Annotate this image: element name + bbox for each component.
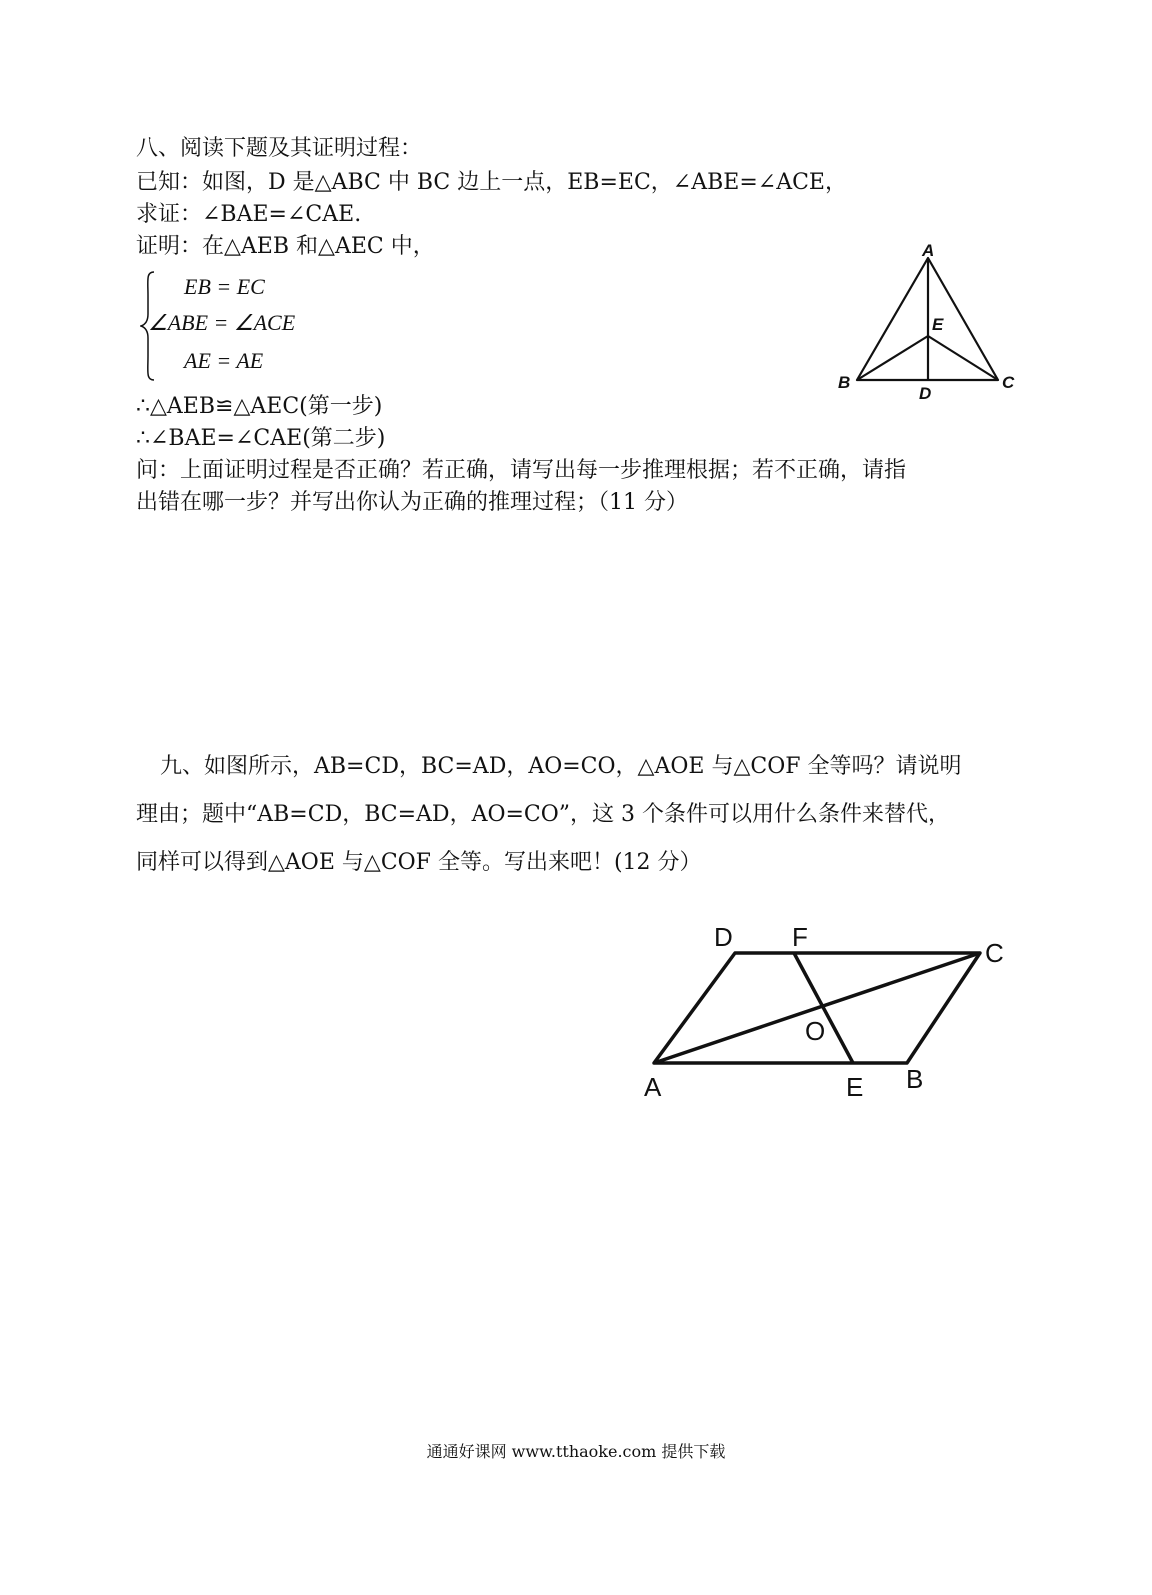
footer: 通通好课网 www.tthaoke.com 提供下载	[426, 1442, 726, 1461]
q8-step2: ∴∠BAE=∠CAE(第二步)	[136, 426, 386, 451]
equation-system	[140, 270, 370, 382]
label-f: F	[792, 922, 808, 952]
q9-line2: 理由；题中“AB=CD，BC=AD，AO=CO”，这 3 个条件可以用什么条件来替代，	[136, 802, 951, 827]
diagonal-ac	[654, 953, 980, 1063]
label-c: C	[985, 938, 1004, 968]
segment-ec	[928, 336, 998, 380]
q9-line3: 同样可以得到△AOE 与△COF 全等。写出来吧！(12 分）	[136, 850, 702, 875]
parallelogram-figure	[640, 920, 1040, 1110]
q9-line1: 九、如图所示，AB=CD，BC=AD，AO=CO，△AOE 与△COF 全等吗？请说明	[160, 754, 962, 779]
triangle-figure	[830, 236, 1030, 406]
label-a: A	[644, 1072, 662, 1102]
label-a: A	[922, 241, 935, 260]
q8-step1: ∴△AEB≌△AEC(第一步)	[136, 394, 383, 419]
label-c: C	[1002, 373, 1015, 392]
label-o: O	[805, 1016, 826, 1046]
label-b: B	[906, 1064, 924, 1094]
q8-proof-intro: 证明：在△AEB 和△AEC 中，	[136, 234, 435, 259]
equation-1: EB = EC	[184, 274, 265, 299]
q8-prove: 求证：∠BAE=∠CAE.	[136, 202, 362, 227]
label-b: B	[838, 373, 851, 392]
q8-heading: 八、阅读下题及其证明过程：	[136, 136, 423, 161]
label-e: E	[846, 1072, 864, 1102]
q8-question-line1: 问：上面证明过程是否正确？若正确，请写出每一步推理根据；若不正确，请指	[136, 458, 907, 483]
label-d: D	[714, 922, 733, 952]
segment-ef	[794, 953, 853, 1063]
equation-3: AE = AE	[184, 348, 264, 373]
q8-question-line2: 出错在哪一步？并写出你认为正确的推理过程；（11 分）	[136, 490, 688, 515]
label-e: E	[932, 315, 944, 334]
segment-be	[857, 336, 928, 380]
label-d: D	[919, 384, 932, 403]
equation-2: ∠ABE = ∠ACE	[148, 310, 296, 335]
q8-given: 已知：如图，D 是△ABC 中 BC 边上一点，EB=EC，∠ABE=∠ACE，	[136, 170, 847, 195]
